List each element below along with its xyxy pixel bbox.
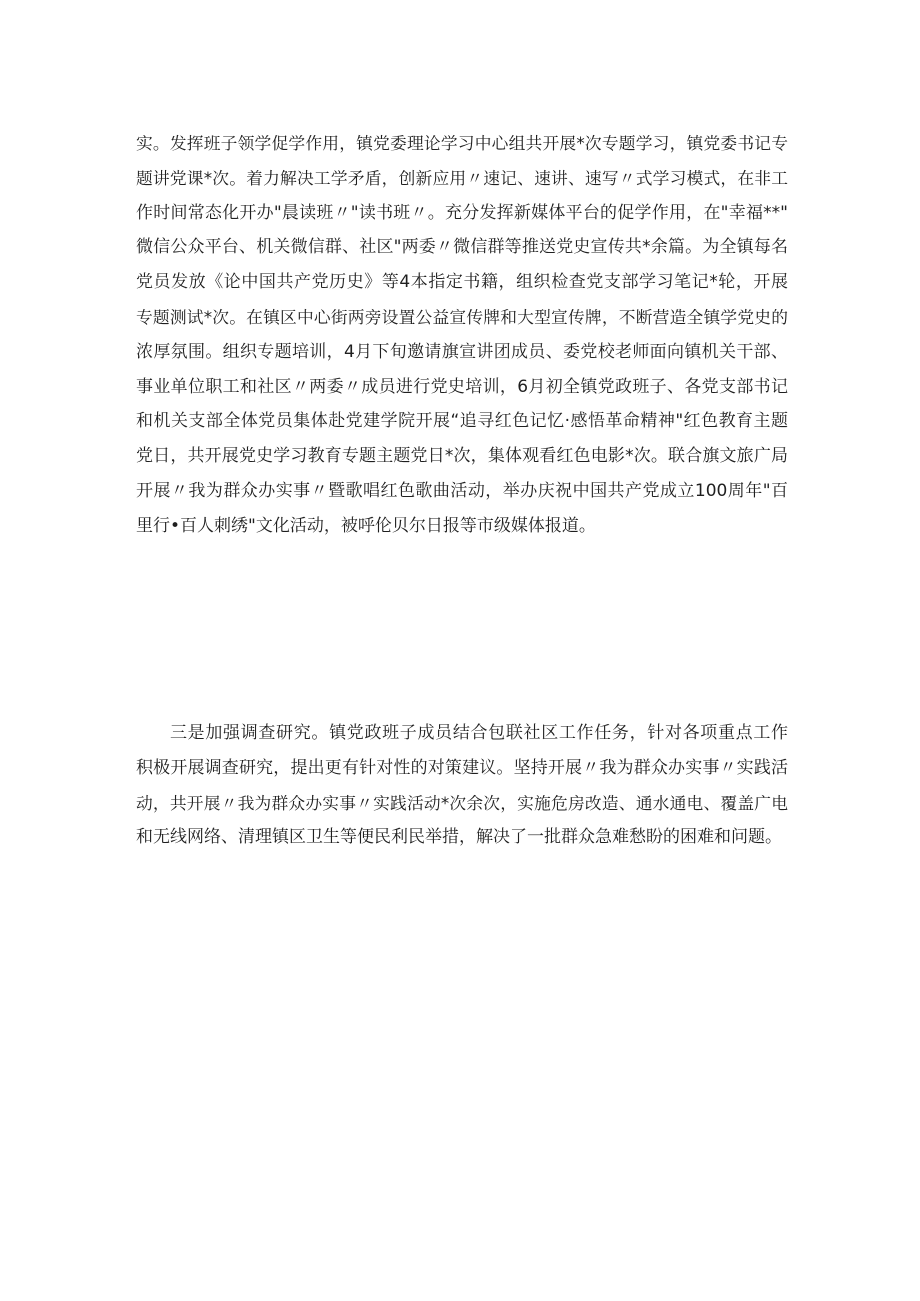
paragraph-line: 党员发放《论中国共产党历史》等4本指定书籍，组织检查党支部学习笔记*轮，开展 <box>136 272 788 293</box>
paragraph-line: 开展〃我为群众办实事〃暨歌唱红色歌曲活动，举办庆祝中国共产党成立100周年"百 <box>136 480 788 501</box>
paragraph-party-history-study <box>136 126 788 544</box>
paragraph-line: 和机关支部全体党员集体赴党建学院开展“追寻红色记忆·感悟革命精神"红色教育主题 <box>136 411 788 432</box>
paragraph-line: 和无线网络、清理镇区卫生等便民利民举措，解决了一批群众急难愁盼的困难和问题。 <box>136 827 782 848</box>
paragraph-line: 实。发挥班子领学促学作用，镇党委理论学习中心组共开展*次专题学习，镇党委书记专 <box>136 133 788 153</box>
paragraph-line: 三是加强调查研究。镇党政班子成员结合包联社区工作任务，针对各项重点工作 <box>170 723 788 743</box>
paragraph-line: 里行•百人刺绣"文化活动，被呼伦贝尔日报等市级媒体报道。 <box>136 515 596 536</box>
paragraph-line: 动，共开展〃我为群众办实事〃实践活动*次余次，实施危房改造、通水通电、覆盖广电 <box>136 792 788 813</box>
paragraph-line: 党日，共开展党史学习教育专题主题党日*次，集体观看红色电影*次。联合旗文旅广局 <box>136 446 788 467</box>
paragraph-investigation-research <box>136 716 788 855</box>
paragraph-line: 作时间常态化开办"晨读班〃"读书班〃。充分发挥新媒体平台的促学作用，在"幸福**" <box>136 202 788 223</box>
paragraph-line: 事业单位职工和社区〃两委〃成员进行党史培训，6月初全镇党政班子、各党支部书记 <box>136 376 788 397</box>
paragraph-line: 积极开展调查研究，提出更有针对性的对策建议。坚持开展〃我为群众办实事〃实践活 <box>136 757 788 778</box>
paragraph-line: 题讲党课*次。着力解决工学矛盾，创新应用〃速记、速讲、速写〃式学习模式，在非工 <box>136 167 788 188</box>
paragraph-line: 微信公众平台、机关微信群、社区"两委〃微信群等推送党史宣传共*余篇。为全镇每名 <box>136 237 788 258</box>
paragraph-line: 专题测试*次。在镇区中心街两旁设置公益宣传牌和大型宣传牌，不断营造全镇学党史的 <box>136 306 788 327</box>
paragraph-line: 浓厚氛围。组织专题培训，4月下旬邀请旗宣讲团成员、委党校老师面向镇机关干部、 <box>136 341 788 362</box>
